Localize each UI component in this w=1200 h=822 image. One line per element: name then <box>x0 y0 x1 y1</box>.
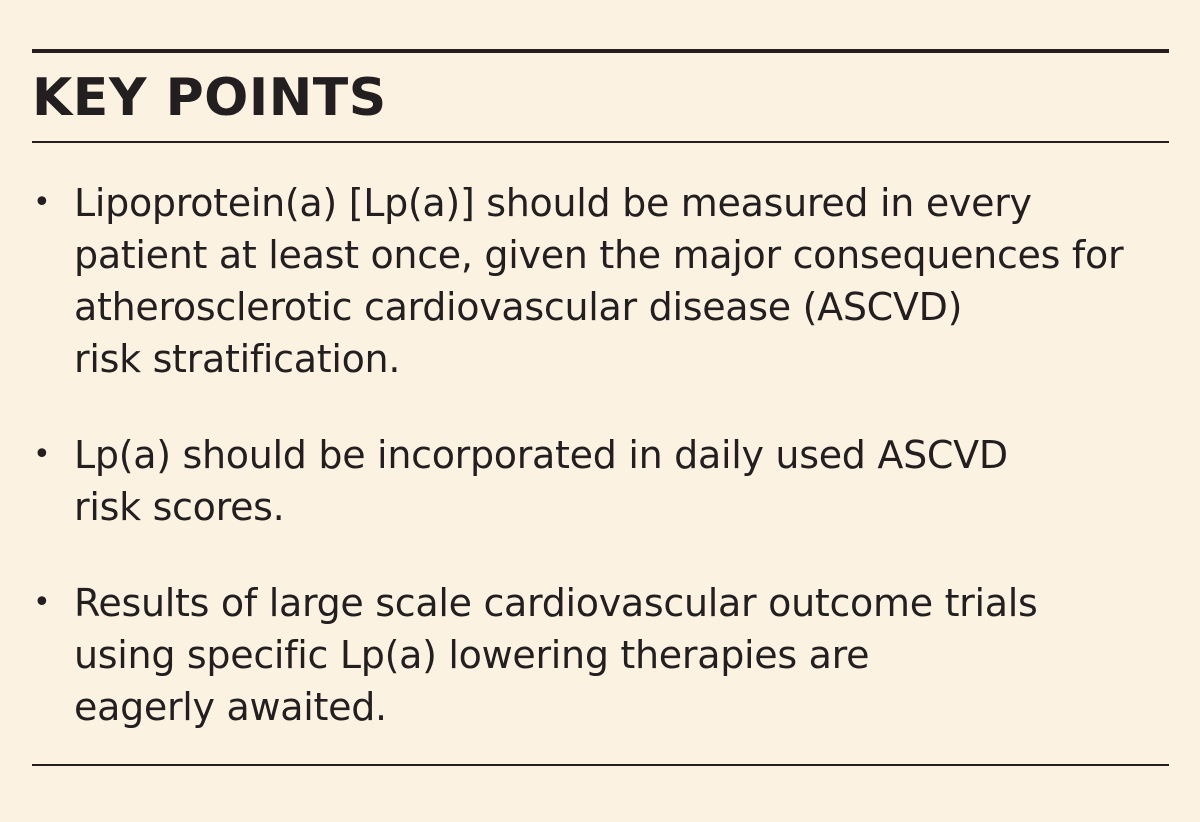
top-rule <box>32 49 1169 53</box>
key-point-line: Lp(a) should be incorporated in daily used ASCVD <box>74 433 1008 477</box>
heading-rule <box>32 141 1169 143</box>
key-point-2 <box>32 429 1169 533</box>
bottom-rule <box>32 764 1169 766</box>
bullet-icon: • <box>33 437 51 472</box>
key-points-list <box>32 177 1169 777</box>
key-point-line: eagerly awaited. <box>74 685 387 729</box>
key-points-heading: KEY POINTS <box>32 68 387 128</box>
key-point-line: Lipoprotein(a) [Lp(a)] should be measured in every <box>74 181 1032 225</box>
key-points-box <box>32 0 1169 822</box>
key-point-line: atherosclerotic cardiovascular disease (ASCVD) <box>74 285 963 329</box>
bullet-icon: • <box>33 585 51 620</box>
key-point-1 <box>32 177 1169 385</box>
key-point-line: patient at least once, given the major consequences for <box>74 233 1124 277</box>
key-point-line: Results of large scale cardiovascular outcome trials <box>74 581 1038 625</box>
key-point-line: risk stratification. <box>74 337 401 381</box>
key-point-line: using specific Lp(a) lowering therapies are <box>74 633 870 677</box>
key-point-3 <box>32 577 1169 733</box>
key-point-line: risk scores. <box>74 485 285 529</box>
bullet-icon: • <box>33 185 51 220</box>
